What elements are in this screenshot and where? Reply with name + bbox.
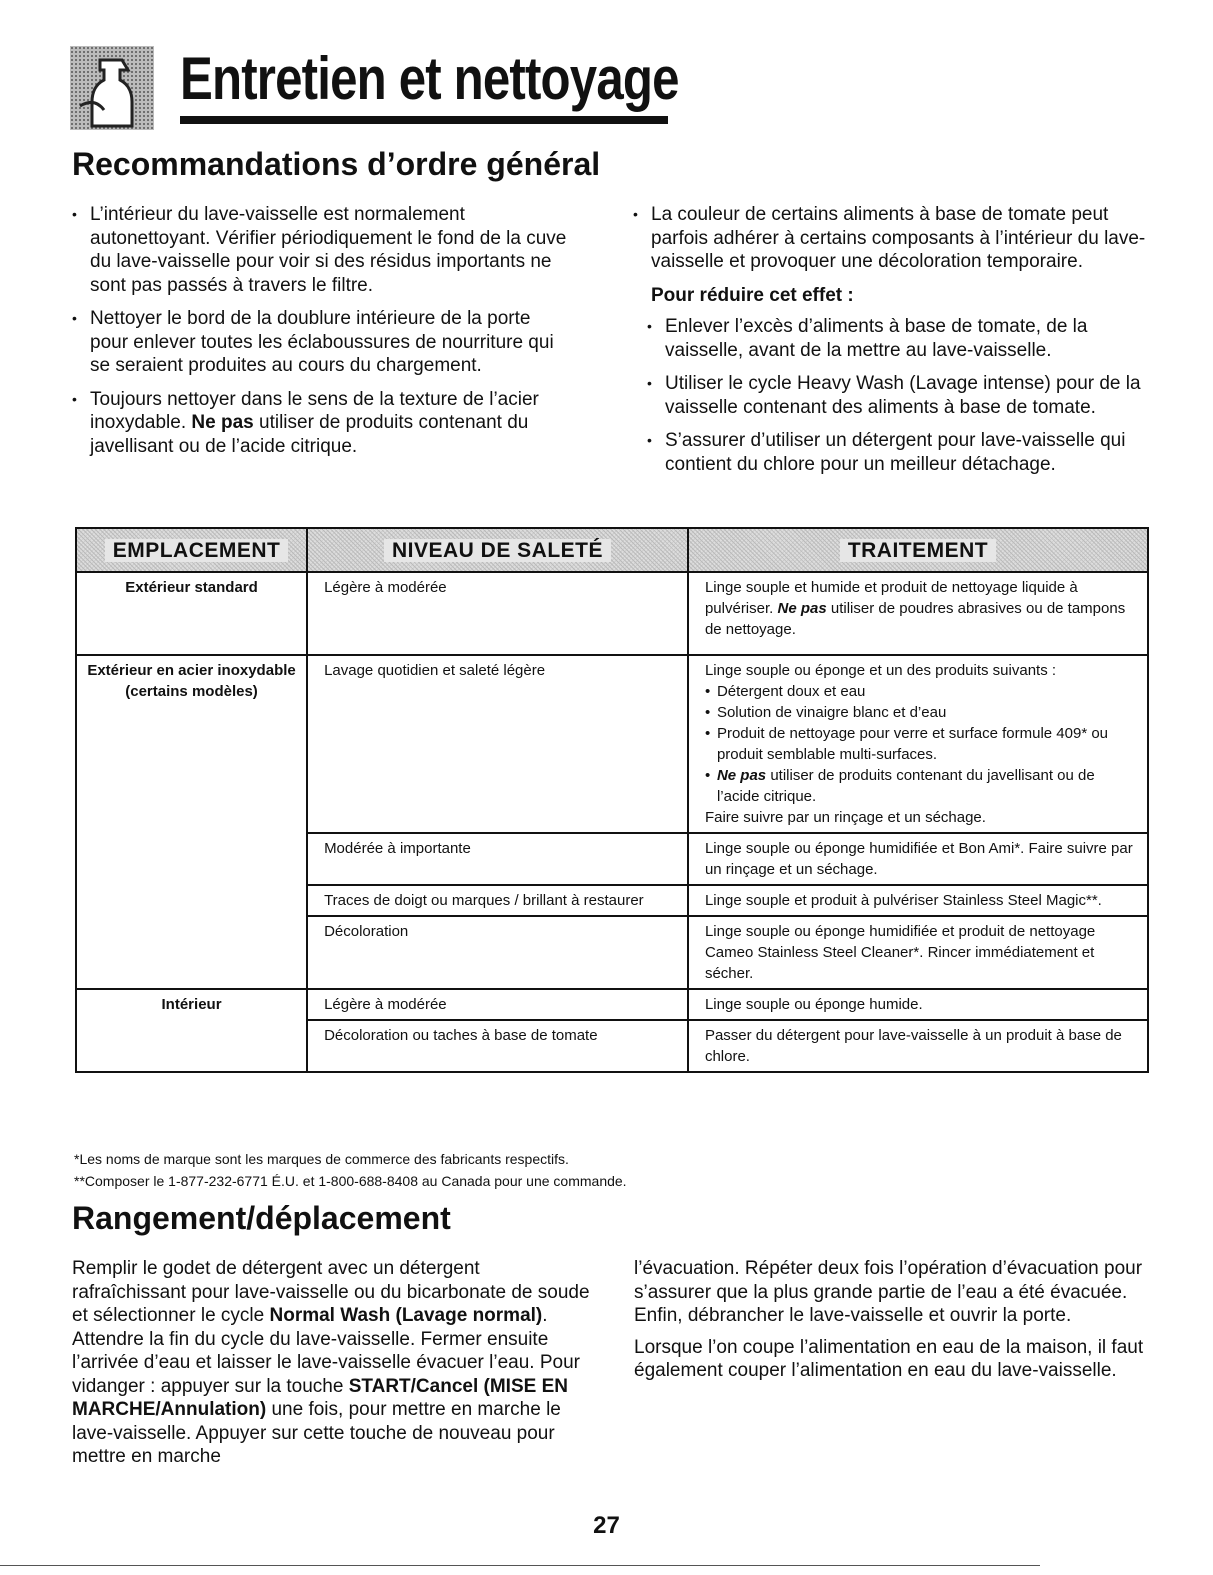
header-treatment: TRAITEMENT xyxy=(688,528,1148,572)
paragraph: l’évacuation. Répéter deux fois l’opération d’évacuation pour s’assurer que la plus grande partie de l’eau a été évacuée. Enfin, débrancher le lave-vaisselle et ouvrir la porte. xyxy=(634,1258,1143,1326)
list-item: • Détergent doux et eau xyxy=(705,681,1137,702)
bottom-rule xyxy=(0,1565,1040,1566)
list-item: • Nettoyer le bord de la doublure intérieure de la porte pour enlever toutes les éclaboussures de nourriture qui se seraient produites au cours du chargement. xyxy=(72,307,572,378)
page-number: 27 xyxy=(593,1512,620,1539)
table-row: Modérée à importante Linge souple ou éponge humidifiée et Bon Ami*. Faire suivre par un rinçage et un séchage. xyxy=(76,833,1148,885)
general-heading: Recommandations d’ordre général xyxy=(72,146,601,182)
footnote: **Composer le 1-877-232-6771 É.U. et 1-800-688-8408 au Canada pour une commande. xyxy=(74,1173,627,1189)
page-title: Entretien et nettoyage xyxy=(180,45,679,112)
table-row: Extérieur standard Légère à modérée Linge souple et humide et produit de nettoyage liquide à pulvériser. Ne pas utiliser de poudres abrasives ou de tampons de nettoyage. xyxy=(76,572,1148,655)
paragraph: Remplir le godet de détergent avec un détergent rafraîchissant pour lave-vaisselle ou du bicarbonate de soude et sélectionner le cycle Normal Wash (Lavage normal). Attendre la fin du cycle du lave-vaisselle. Fermer ensuite l’arrivée d’eau et laisser le lave-vaisselle évacuer l’eau. Pour vidanger : appuyer sur la touche START/Cancel (MISE EN MARCHE/Annulation) une fois, pour mettre en marche le lave-vaisselle. Appuyer sur cette touche de nouveau pour mettre en marche xyxy=(72,1258,590,1467)
list-item: • Solution de vinaigre blanc et d’eau xyxy=(705,702,1137,723)
header-soil-level: NIVEAU DE SALETÉ xyxy=(307,528,688,572)
footnotes xyxy=(74,1148,627,1192)
footnote: *Les noms de marque sont les marques de commerce des fabricants respectifs. xyxy=(74,1151,569,1167)
general-right-column xyxy=(633,203,1153,486)
list-item: • S’assurer d’utiliser un détergent pour lave-vaisselle qui contient du chlore pour un meilleur détachage. xyxy=(647,429,1153,476)
list-item: • Ne pas utiliser de produits contenant du javellisant ou de l’acide citrique. xyxy=(705,765,1137,807)
cleaning-table xyxy=(75,527,1149,1073)
list-item: • Enlever l’excès d’aliments à base de tomate, de la vaisselle, avant de la mettre au lave-vaisselle. xyxy=(647,315,1153,362)
general-left-column xyxy=(72,203,572,468)
table-row: Intérieur Légère à modérée Linge souple ou éponge humide. xyxy=(76,989,1148,1020)
list-item: • L’intérieur du lave-vaisselle est normalement autonettoyant. Vérifier périodiquement le fond de la cuve du lave-vaisselle pour voir si des résidus importants ne sont pas passés à travers le filtre. xyxy=(72,203,572,297)
sub-heading: Pour réduire cet effet : xyxy=(651,284,854,306)
paragraph: Lorsque l’on coupe l’alimentation en eau de la maison, il faut également couper l’alimentation en eau du lave-vaisselle. xyxy=(634,1336,1144,1381)
storage-heading: Rangement/déplacement xyxy=(72,1200,451,1236)
title-underline xyxy=(180,116,668,124)
storage-left-column xyxy=(72,1257,592,1477)
list-item: • Toujours nettoyer dans le sens de la texture de l’acier inoxydable. Ne pas utiliser de produits contenant du javellisant ou de l’acide citrique. xyxy=(72,388,572,459)
table-row: Décoloration ou taches à base de tomate Passer du détergent pour lave-vaisselle à un produit à base de chlore. xyxy=(76,1020,1148,1072)
list-item: • Utiliser le cycle Heavy Wash (Lavage intense) pour de la vaisselle contenant des aliments à base de tomate. xyxy=(647,372,1153,419)
storage-right-column xyxy=(634,1257,1154,1391)
list-item: • Produit de nettoyage pour verre et surface formule 409* ou produit semblable multi-surfaces. xyxy=(705,723,1137,765)
table-row: Décoloration Linge souple ou éponge humidifiée et produit de nettoyage Cameo Stainless Steel Cleaner*. Rincer immédiatement et sécher. xyxy=(76,916,1148,989)
spray-bottle-icon xyxy=(70,46,154,130)
list-item: • La couleur de certains aliments à base de tomate peut parfois adhérer à certains composants à l’intérieur du lave-vaisselle et provoquer une décoloration temporaire. xyxy=(633,203,1153,274)
page-header xyxy=(70,38,679,128)
header-location: EMPLACEMENT xyxy=(76,528,307,572)
table-row: Extérieur en acier inoxydable (certains modèles) Lavage quotidien et saleté légère Linge souple ou éponge et un des produits suivants : • Détergent doux et eau • Solution de vinaigre blanc et d’eau • Produit de nettoyage pour verre et surface formule 409* ou produit semblable multi-surfaces. • Ne pas utiliser de produits contenant du javellisant ou de l’acide citrique. Faire suivre par un rinçage et un séchage. xyxy=(76,655,1148,833)
table-row: Traces de doigt ou marques / brillant à restaurer Linge souple et produit à pulvériser Stainless Steel Magic**. xyxy=(76,885,1148,916)
